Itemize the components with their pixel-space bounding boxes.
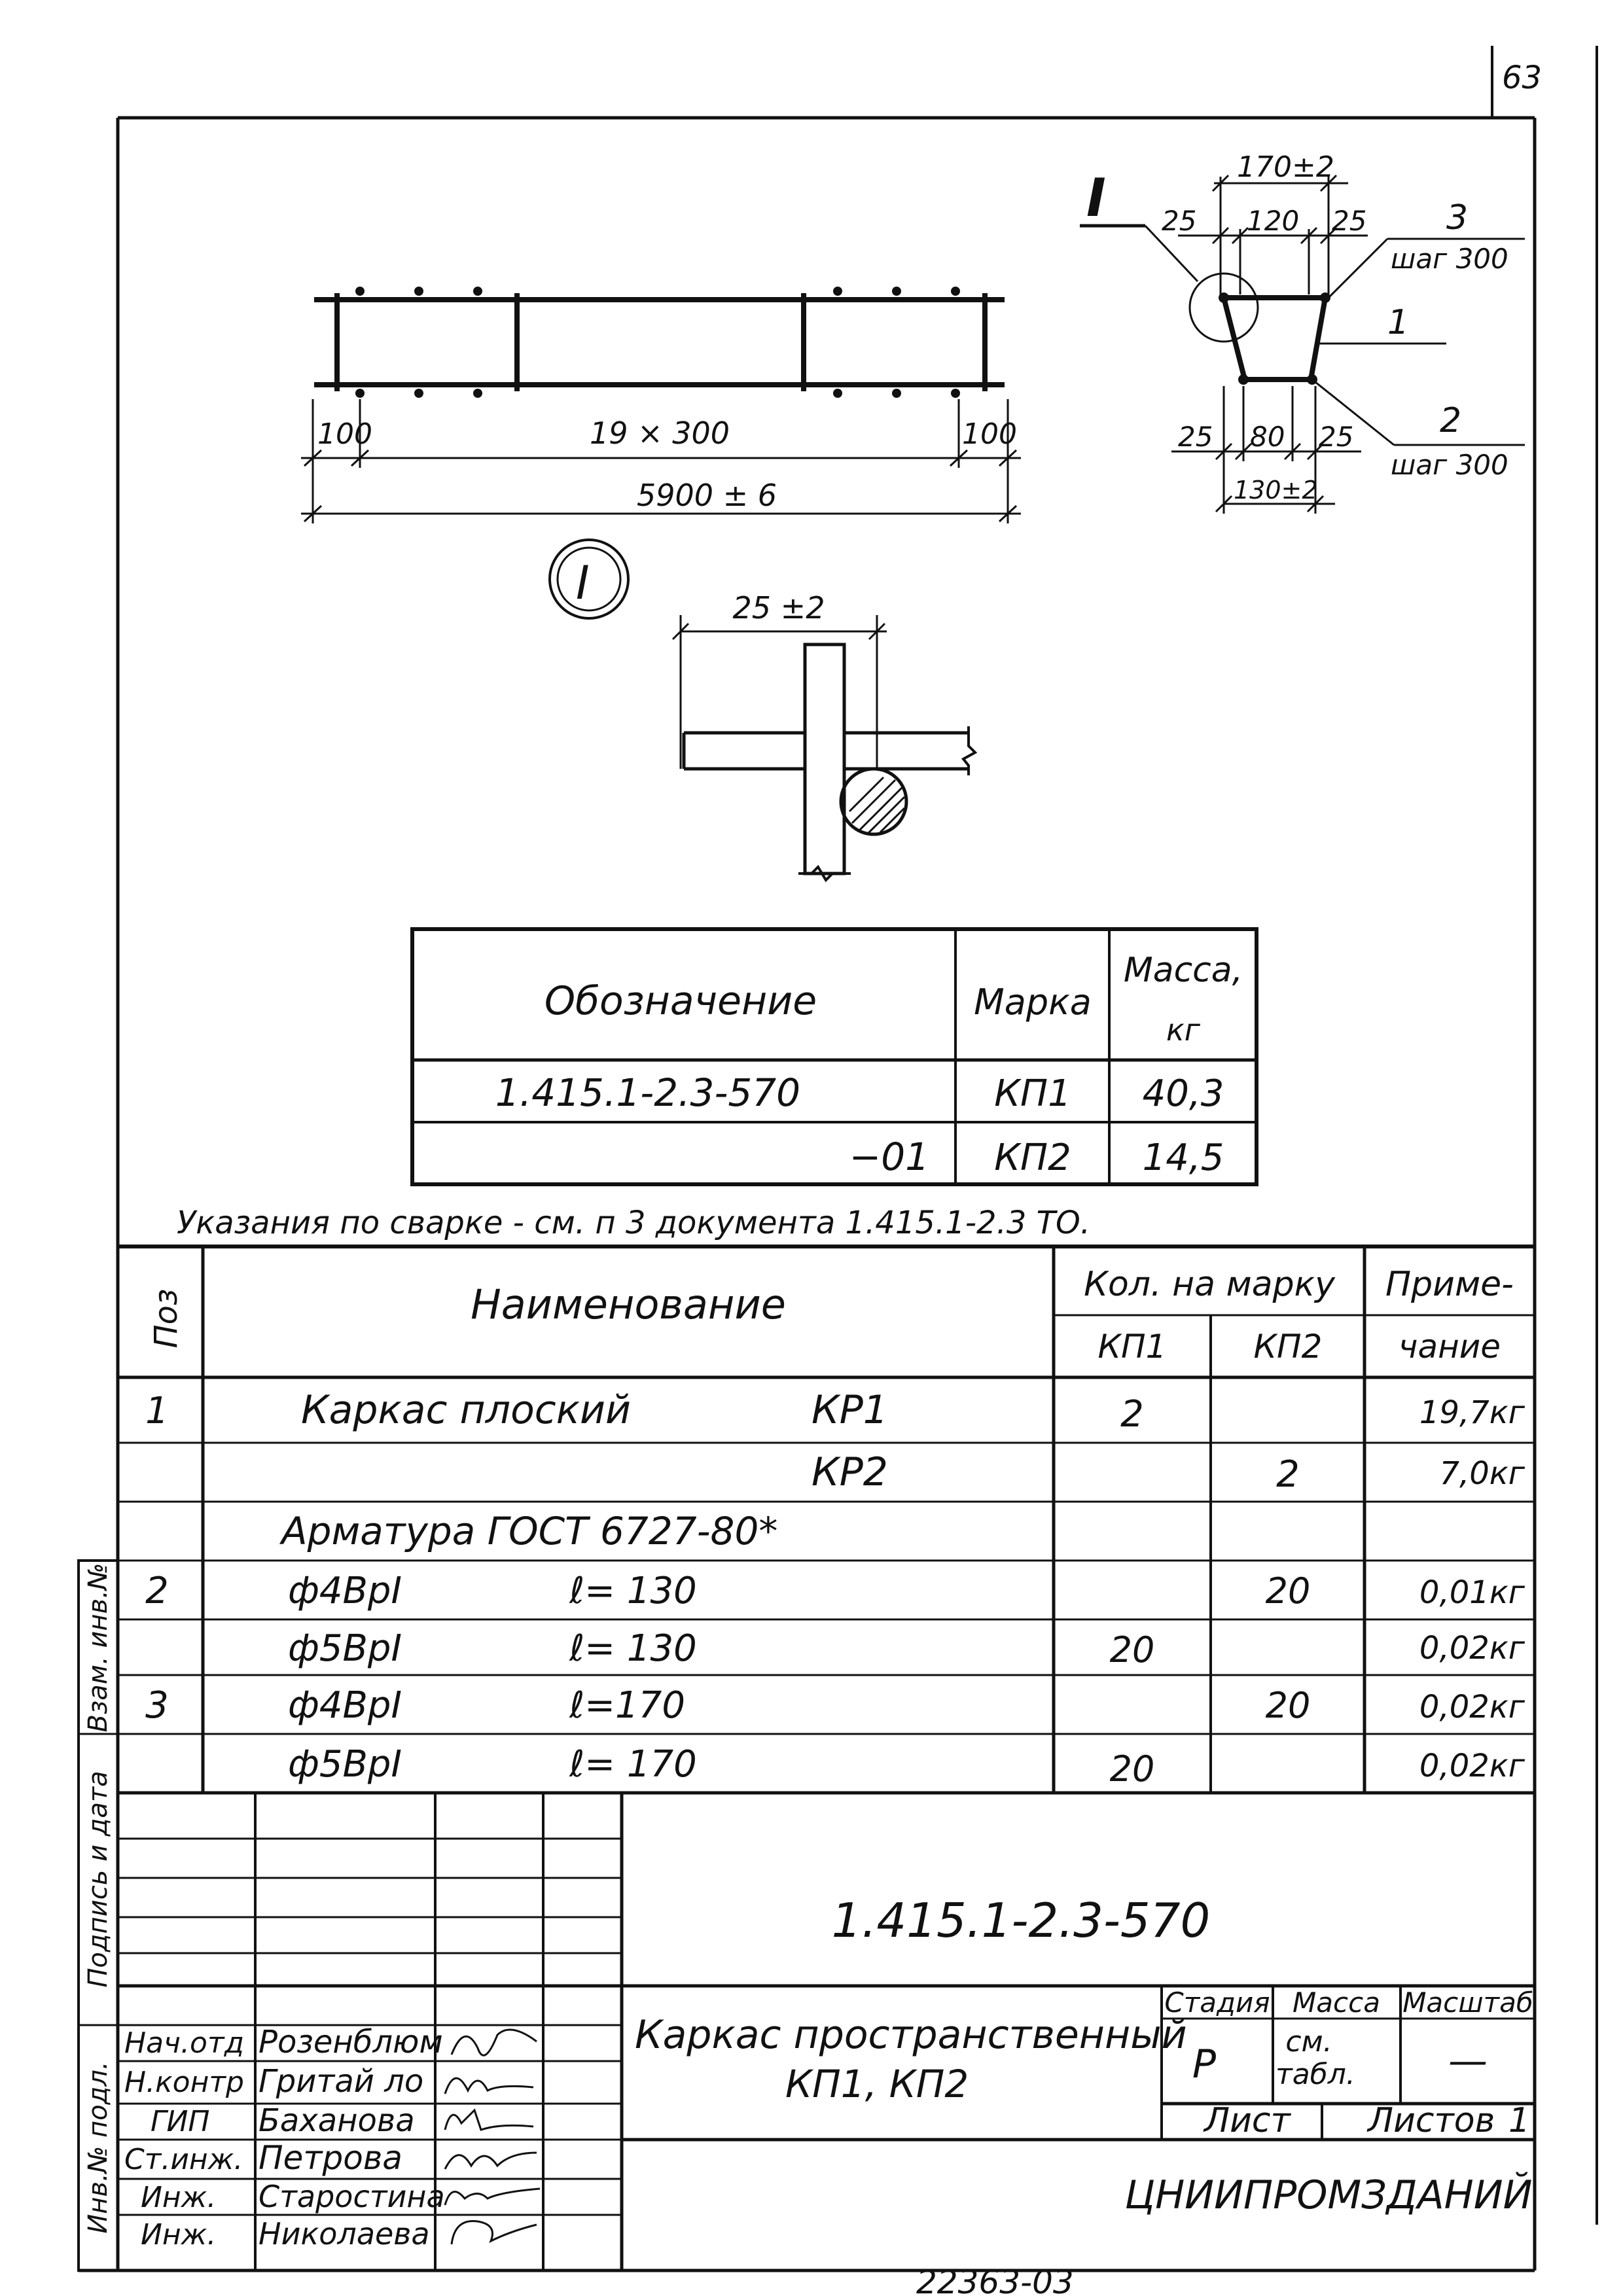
dim-130: 130±2: [1234, 476, 1318, 504]
title-block-sheet-label: Лист: [1204, 2101, 1291, 2140]
dim-100-left: 100: [317, 417, 372, 451]
spec-row-1-kp2: 2: [1276, 1453, 1300, 1496]
spec-header-kp1: КП1: [1097, 1328, 1167, 1366]
spec-row-4-note: 0,02кг: [1419, 1630, 1525, 1667]
side-stamp-signature-date: Подпись и дата: [83, 1771, 113, 1988]
pos-1-label: 1: [1387, 303, 1410, 342]
spec-header-note-1: Приме-: [1385, 1265, 1514, 1304]
person-4-name: Старостина: [259, 2179, 445, 2214]
spec-row-4-name: ф5ВрI: [288, 1627, 402, 1670]
signature-3: [445, 2153, 537, 2169]
pos-3-label: 3: [1446, 198, 1469, 238]
title-block-code: 1.415.1-2.3-570: [831, 1893, 1211, 1948]
spec-row-5-name: ф4ВрI: [288, 1684, 402, 1727]
page-number: 63: [1502, 60, 1543, 96]
spec-row-5-length: ℓ=170: [569, 1684, 685, 1727]
title-block-organization: ЦНИИПРОМЗДАНИЙ: [1124, 2172, 1533, 2218]
title-block-stage-label: Стадия: [1164, 1987, 1270, 2019]
person-3-name: Петрова: [259, 2139, 402, 2177]
person-2-name: Баханова: [259, 2102, 415, 2139]
spec-row-6-kp1: 20: [1109, 1748, 1155, 1790]
title-block-title-line2: КП1, КП2: [785, 2062, 969, 2106]
dim-120: 120: [1247, 205, 1300, 237]
spec-row-5-note: 0,02кг: [1419, 1689, 1525, 1725]
title-block-sheets-value: 1: [1508, 2101, 1531, 2140]
spec-row-0-pos: 1: [145, 1390, 169, 1432]
spec-row-0-note: 19,7кг: [1419, 1394, 1525, 1431]
signature-2: [445, 2110, 533, 2130]
spec-row-3-kp2: 20: [1265, 1570, 1311, 1612]
mark-row-0-mass: 40,3: [1142, 1072, 1224, 1115]
spec-header-qty: Кол. на марку: [1084, 1265, 1335, 1304]
title-block-scale-value: —: [1448, 2038, 1488, 2084]
mark-row-0-mark: КП1: [994, 1072, 1071, 1115]
dim-25-bottom-left: 25: [1178, 421, 1213, 453]
spec-header-pos: Поз: [148, 1288, 185, 1349]
person-2-role: ГИП: [151, 2105, 210, 2138]
side-stamp-replace-inv: Взам. инв.№: [83, 1563, 113, 1733]
dim-25-top-right: 25: [1332, 205, 1367, 237]
dim-170: 170±2: [1237, 150, 1334, 184]
mark-row-1-designation: −01: [849, 1135, 929, 1179]
spec-row-1-mark: КР2: [812, 1449, 888, 1495]
spec-row-3-note: 0,01кг: [1419, 1574, 1525, 1611]
pos-3-step: шаг 300: [1391, 243, 1508, 275]
title-block-mass-value-2: табл.: [1275, 2058, 1355, 2091]
mark-row-1-mass: 14,5: [1142, 1137, 1224, 1179]
mark-header-designation: Обозначение: [544, 978, 817, 1024]
dim-19x300: 19 × 300: [589, 415, 730, 451]
spec-row-6-name: ф5ВрI: [288, 1743, 402, 1786]
mark-row-0-designation: 1.415.1-2.3-570: [495, 1070, 801, 1115]
title-block-sheets-label: Листов: [1368, 2101, 1495, 2140]
mark-row-1-mark: КП2: [994, 1137, 1071, 1179]
signature-5: [452, 2221, 537, 2244]
spec-row-6-note: 0,02кг: [1419, 1748, 1525, 1784]
signature-1: [445, 2078, 533, 2094]
person-1-role: Н.контр: [124, 2066, 244, 2099]
spec-row-3-pos: 2: [145, 1570, 169, 1612]
signature-4: [445, 2189, 540, 2205]
spec-header-name: Наименование: [471, 1280, 786, 1328]
person-3-role: Ст.инж.: [124, 2143, 243, 2176]
side-stamp-inv-no: Инв.№ подл.: [83, 2061, 113, 2234]
spec-row-4-length: ℓ= 130: [569, 1627, 697, 1670]
spec-row-1-note: 7,0кг: [1439, 1455, 1525, 1492]
person-0-name: Розенблюм: [259, 2024, 443, 2060]
spec-row-0-kp1: 2: [1120, 1393, 1144, 1436]
spec-row-0-mark: КР1: [812, 1387, 888, 1433]
person-0-role: Нач.отд: [124, 2026, 245, 2060]
pos-2-step: шаг 300: [1391, 449, 1508, 481]
title-block-mass-value-1: см.: [1285, 2025, 1332, 2058]
title-block-mass-label: Масса: [1293, 1987, 1380, 2019]
spec-row-4-kp1: 20: [1109, 1629, 1155, 1670]
dim-total: 5900 ± 6: [636, 478, 777, 513]
spec-row-5-pos: 3: [145, 1684, 169, 1727]
spec-header-note-2: чание: [1398, 1328, 1501, 1366]
title-block-stage-value: Р: [1192, 2041, 1217, 2087]
spec-row-3-length: ℓ= 130: [569, 1570, 697, 1612]
mark-header-mass-unit: кг: [1166, 1012, 1200, 1048]
mark-header-mark: Марка: [974, 981, 1092, 1023]
signature-0: [452, 2030, 537, 2055]
welding-note: Указания по сварке - см. п 3 документа 1.415.1-2.3 ТО.: [177, 1205, 1090, 1241]
mark-header-mass: Масса,: [1123, 951, 1243, 990]
title-block-title-line1: Каркас пространственный: [635, 2012, 1187, 2058]
person-5-role: Инж.: [141, 2218, 217, 2252]
person-1-name: Гритай ло: [259, 2063, 424, 2100]
dim-100-right: 100: [962, 417, 1017, 451]
person-5-name: Николаева: [259, 2216, 430, 2252]
footer-number: 22363-03: [916, 2263, 1074, 2296]
spec-row-2-name: Арматура ГОСТ 6727-80*: [281, 1509, 778, 1553]
dim-80: 80: [1250, 421, 1285, 453]
title-block-scale-label: Масштаб: [1402, 1987, 1533, 2019]
pos-2-label: 2: [1440, 401, 1462, 440]
section-label: I: [1086, 168, 1106, 228]
spec-row-5-kp2: 20: [1265, 1685, 1311, 1726]
spec-row-0-name: Каркас плоский: [301, 1387, 632, 1433]
spec-row-3-name: ф4ВрI: [288, 1570, 402, 1612]
spec-header-kp2: КП2: [1253, 1328, 1323, 1366]
spec-row-6-length: ℓ= 170: [569, 1743, 697, 1786]
person-4-role: Инж.: [141, 2181, 217, 2214]
detail-label: I: [576, 556, 590, 610]
dim-25-bottom-right: 25: [1319, 421, 1354, 453]
dim-25-top-left: 25: [1162, 205, 1197, 237]
detail-dim: 25 ±2: [732, 590, 825, 626]
